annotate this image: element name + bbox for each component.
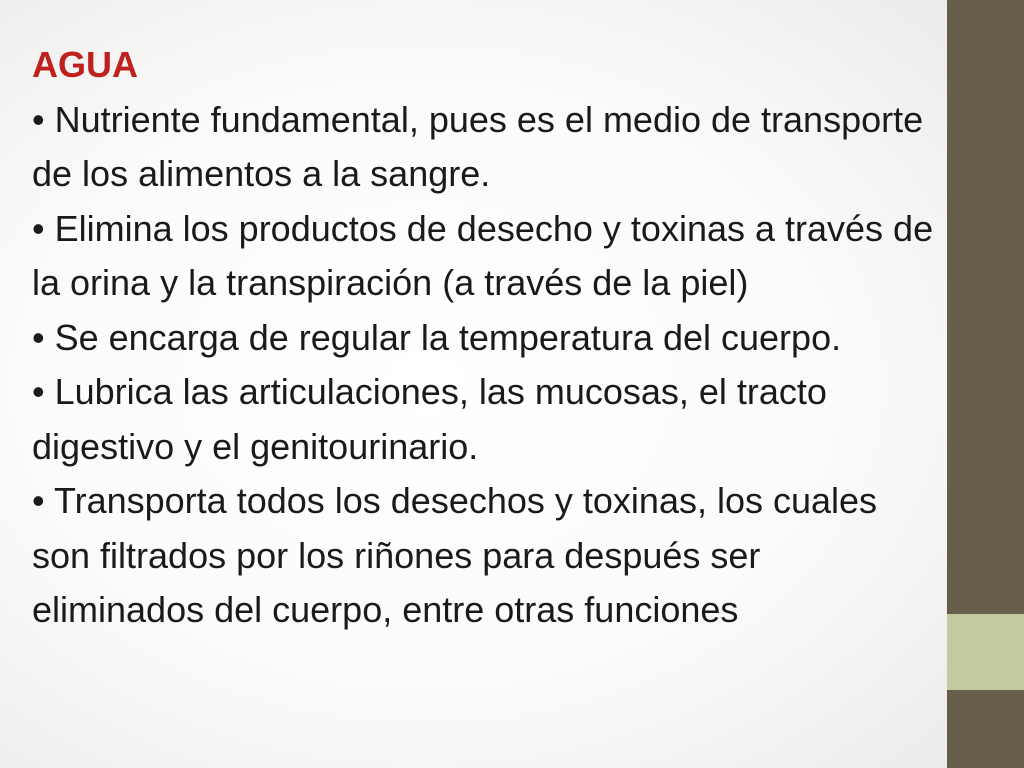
- sidebar-bar-top: [947, 0, 1024, 614]
- bullet-item-temperatura: • Se encarga de regular la temperatura del cuerpo.: [32, 316, 842, 358]
- bullet-item-nutriente: • Nutriente fundamental, pues es el medio de transporte de los alimentos a la sangre.: [32, 98, 924, 194]
- slide-title: AGUA: [32, 44, 138, 85]
- sidebar-bar-bottom: [947, 690, 1024, 768]
- bullet-item-elimina: • Elimina los productos de desecho y toxinas a través de la orina y la transpiración (a través de la piel): [32, 207, 934, 303]
- sidebar-accent-block: [947, 614, 1024, 690]
- bullet-item-lubrica: • Lubrica las articulaciones, las mucosas, el tracto digestivo y el genitourinario.: [32, 371, 827, 467]
- slide-content: [32, 38, 937, 638]
- bullet-item-transporta: • Transporta todos los desechos y toxinas, los cuales son filtrados por los riñones para después ser eliminados del cuerpo, entre otras funciones: [32, 480, 878, 630]
